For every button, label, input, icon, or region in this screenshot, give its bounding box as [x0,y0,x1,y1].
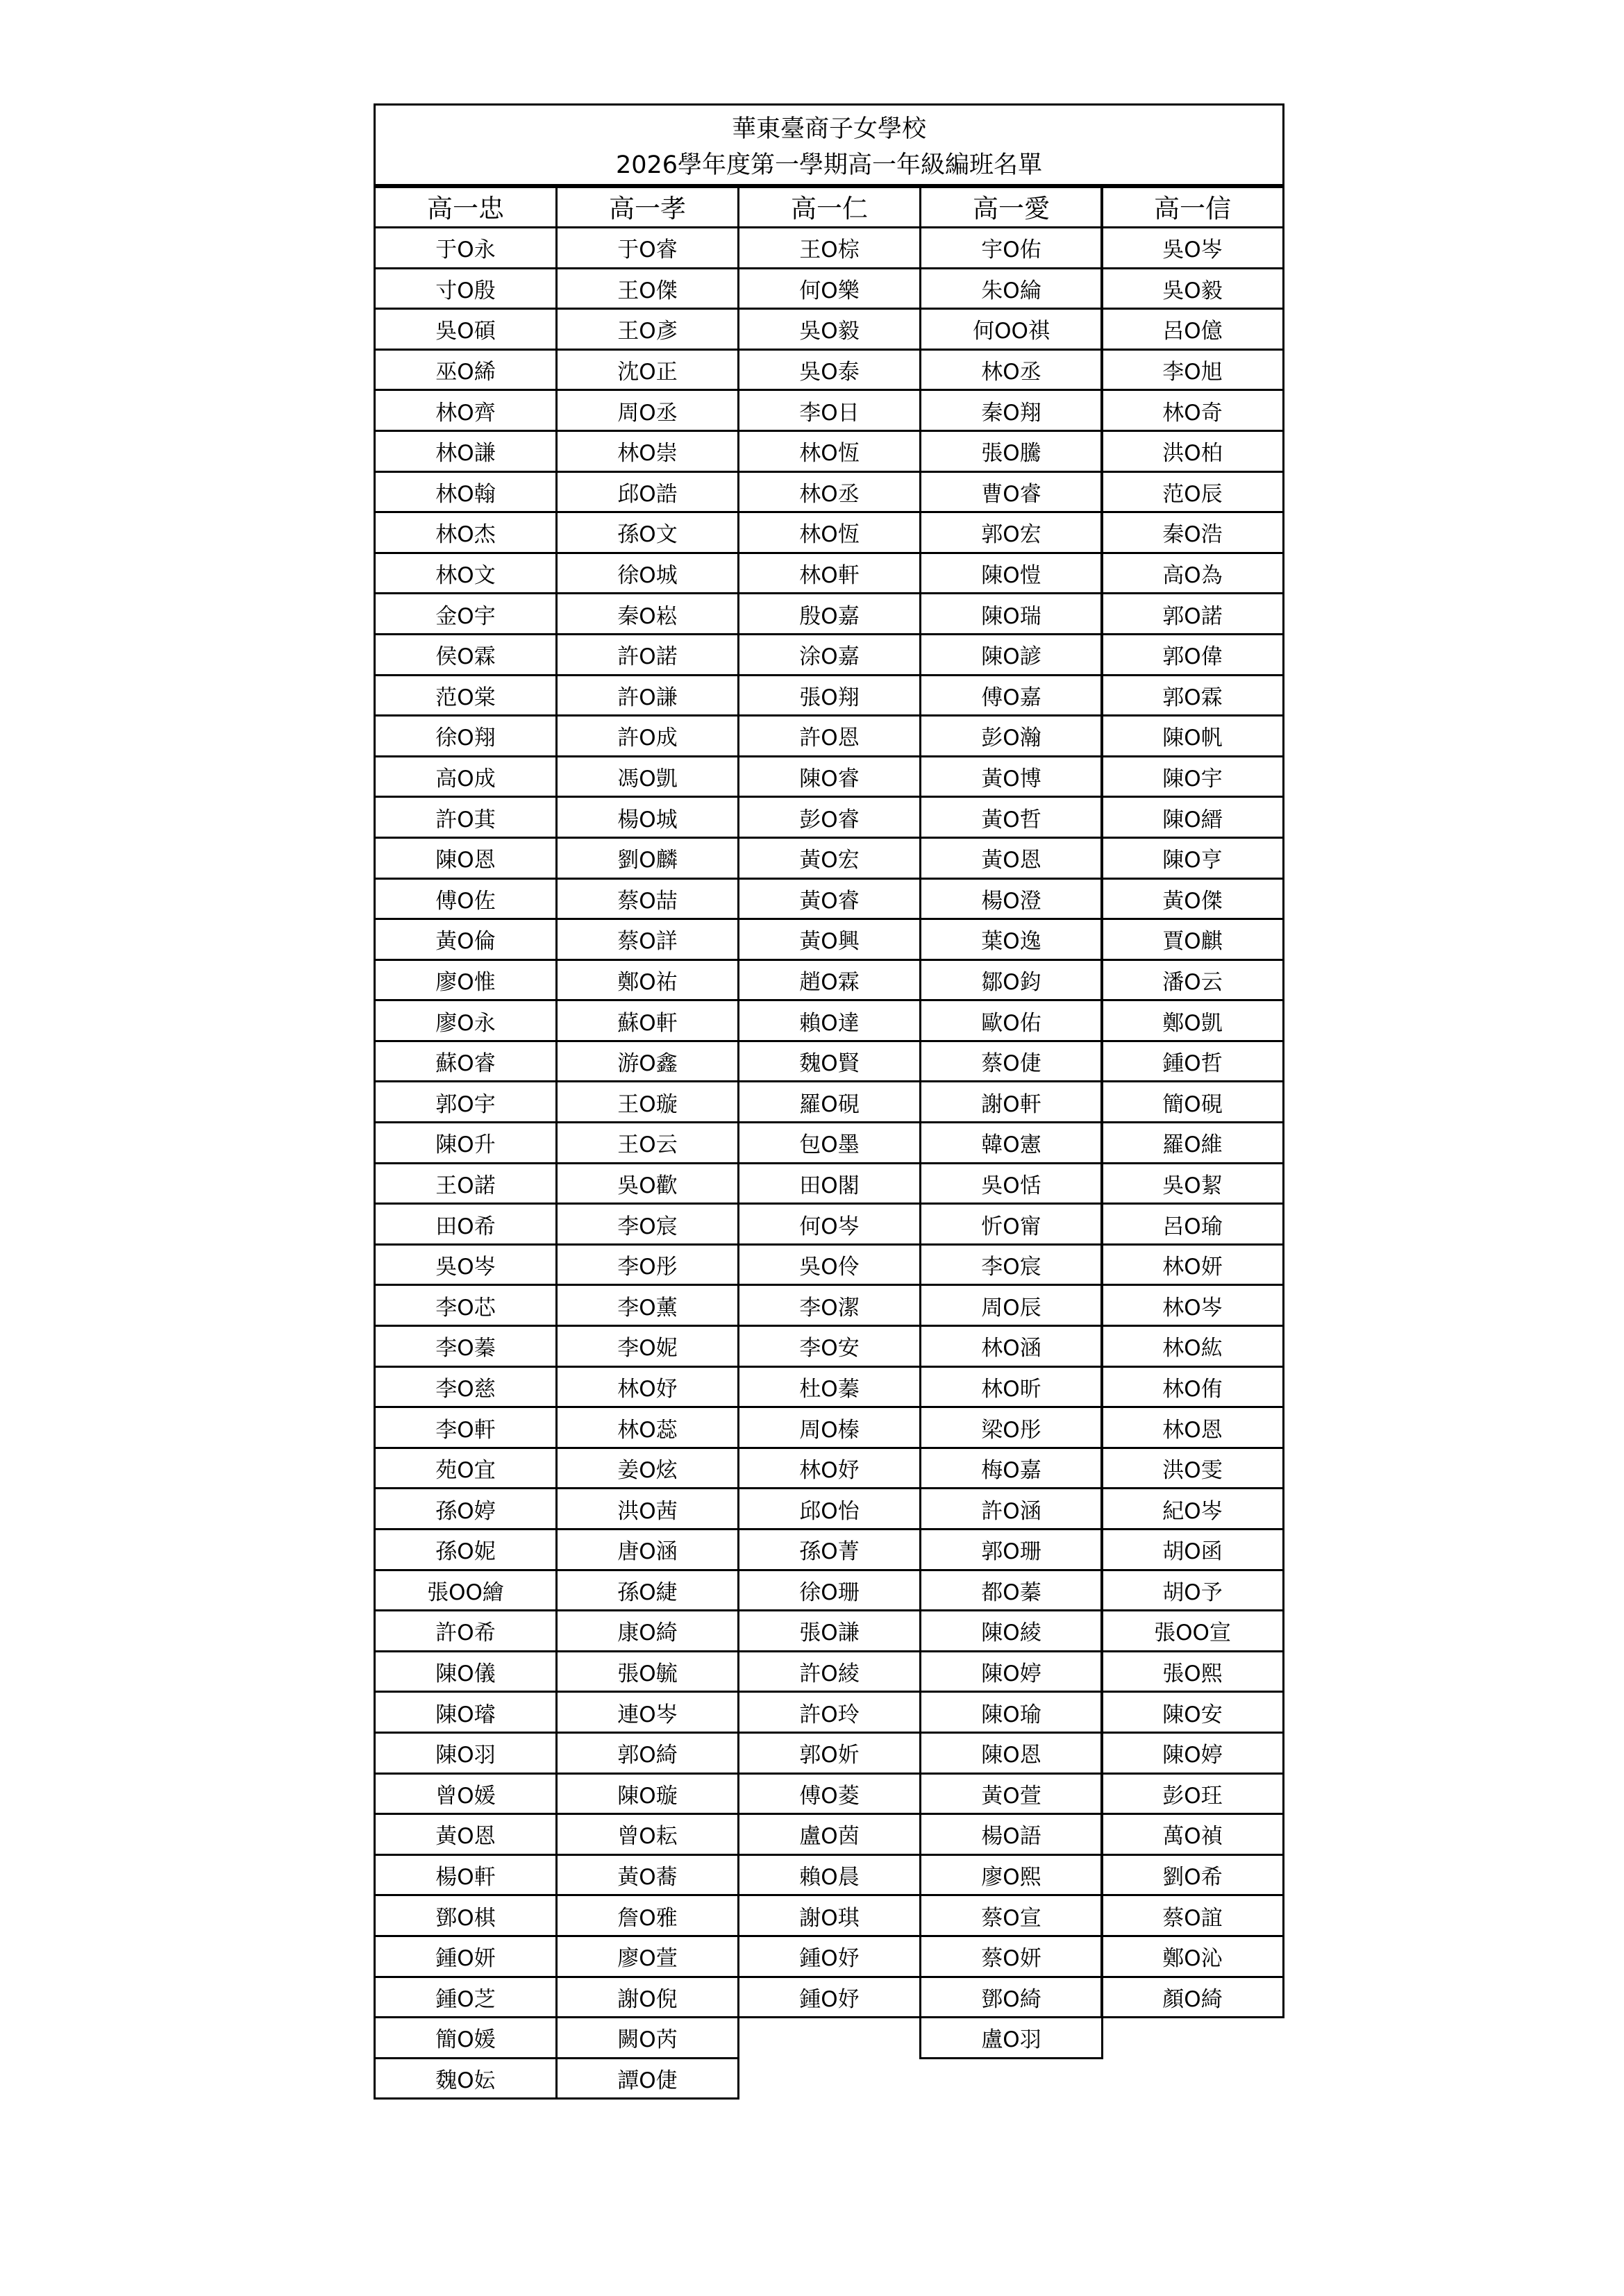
student-name-cell: 紀O岑 [1100,1487,1284,1530]
student-name-cell: 姜O炫 [555,1447,739,1490]
student-name-cell: 吳O恬 [919,1162,1103,1205]
student-name-cell: 洪O茜 [555,1487,739,1530]
student-name-cell: 胡O予 [1100,1569,1284,1612]
student-name-cell: 郭O綺 [555,1732,739,1775]
class-header: 高一信 [1100,184,1284,228]
student-name-cell: 林O翰 [374,471,558,514]
student-name-cell: 譚O倢 [555,2057,739,2100]
student-name-cell: 吳O碩 [374,308,558,351]
student-name-cell: 林O恩 [1100,1406,1284,1449]
class-header: 高一孝 [555,184,739,228]
student-name-cell: 郭O宏 [919,511,1103,554]
student-name-cell: 謝O軒 [919,1080,1103,1123]
student-name-cell: 宇O佑 [919,226,1103,269]
student-name-cell: 陳O儀 [374,1650,558,1693]
student-name-cell: 孫O文 [555,511,739,554]
student-name-cell: 呂O億 [1100,308,1284,351]
student-name-cell: 寸O殷 [374,267,558,310]
student-name-cell: 陳O睿 [737,755,921,798]
student-name-cell: 陳O宇 [1100,755,1284,798]
student-name-cell: 蔡O誼 [1100,1894,1284,1937]
student-name-cell: 黃O博 [919,755,1103,798]
student-name-cell: 許O綾 [737,1650,921,1693]
student-name-cell: 林O恆 [737,430,921,473]
student-name-cell: 包O墨 [737,1121,921,1164]
student-name-cell: 邱O誥 [555,471,739,514]
student-name-cell: 黃O興 [737,918,921,961]
student-name-cell: 林O昕 [919,1366,1103,1409]
student-name-cell: 韓O憲 [919,1121,1103,1164]
student-name-cell: 鍾O哲 [1100,1040,1284,1083]
student-name-cell: 楊O語 [919,1813,1103,1856]
student-name-cell: 田O閣 [737,1162,921,1205]
student-name-cell: 沈O正 [555,349,739,392]
student-name-cell: 林O妤 [555,1366,739,1409]
class-column [1100,186,1284,2018]
student-name-cell: 吳O岑 [1100,226,1284,269]
student-name-cell: 廖O永 [374,999,558,1042]
student-name-cell: 吳O毅 [737,308,921,351]
student-name-cell: 涂O嘉 [737,633,921,676]
student-name-cell: 李O蓁 [374,1325,558,1368]
student-name-cell: 林O文 [374,552,558,595]
student-name-cell: 陳O升 [374,1121,558,1164]
student-name-cell: 邱O怡 [737,1487,921,1530]
student-name-cell: 許O成 [555,714,739,757]
student-name-cell: 何O岑 [737,1203,921,1246]
class-column [374,186,558,2100]
student-name-cell: 歐O佑 [919,999,1103,1042]
student-name-cell: 楊O澄 [919,878,1103,921]
student-name-cell: 胡O函 [1100,1528,1284,1571]
student-name-cell: 朱O綸 [919,267,1103,310]
student-name-cell: 呂O瑜 [1100,1203,1284,1246]
student-name-cell: 黃O倫 [374,918,558,961]
student-name-cell: 秦O崧 [555,592,739,635]
student-name-cell: 康O綺 [555,1609,739,1652]
student-name-cell: 王O璇 [555,1080,739,1123]
student-name-cell: 楊O城 [555,796,739,839]
student-name-cell: 黃O恩 [374,1813,558,1856]
student-name-cell: 郭O珊 [919,1528,1103,1571]
student-name-cell: 鄒O鈞 [919,959,1103,1002]
student-name-cell: 羅O硯 [737,1080,921,1123]
student-name-cell: 陳O恩 [919,1732,1103,1775]
student-name-cell: 張O熙 [1100,1650,1284,1693]
student-name-cell: 田O希 [374,1203,558,1246]
student-name-cell: 王O彥 [555,308,739,351]
class-header: 高一愛 [919,184,1103,228]
student-name-cell: 潘O云 [1100,959,1284,1002]
student-name-cell: 吳O泰 [737,349,921,392]
student-name-cell: 黃O宏 [737,837,921,880]
student-name-cell: 吳O歡 [555,1162,739,1205]
student-name-cell: 林O齊 [374,389,558,432]
student-name-cell: 羅O維 [1100,1121,1284,1164]
student-name-cell: 范O辰 [1100,471,1284,514]
student-name-cell: 李O宸 [919,1243,1103,1287]
student-name-cell: 周O辰 [919,1284,1103,1327]
student-name-cell: 都O蓁 [919,1569,1103,1612]
student-name-cell: 梁O彤 [919,1406,1103,1449]
student-name-cell: 廖O熙 [919,1854,1103,1897]
student-name-cell: 林O蕊 [555,1406,739,1449]
student-name-cell: 王O諾 [374,1162,558,1205]
student-name-cell: 傅O嘉 [919,674,1103,717]
student-name-cell: 謝O倪 [555,1976,739,2019]
student-name-cell: 林O岑 [1100,1284,1284,1327]
student-name-cell: 許O萁 [374,796,558,839]
roster-subtitle: 2026學年度第一學期高一年級編班名單 [615,151,1043,179]
student-name-cell: 忻O甯 [919,1203,1103,1246]
student-name-cell: 郭O霖 [1100,674,1284,717]
student-name-cell: 金O宇 [374,592,558,635]
student-name-cell: 許O恩 [737,714,921,757]
student-name-cell: 林O恆 [737,511,921,554]
student-name-cell: 許O涵 [919,1487,1103,1530]
student-name-cell: 蘇O睿 [374,1040,558,1083]
student-name-cell: 范O棠 [374,674,558,717]
student-name-cell: 林O軒 [737,552,921,595]
student-name-cell: 蔡O妍 [919,1935,1103,1978]
student-name-cell: 陳O瑞 [919,592,1103,635]
student-name-cell: 陳O愷 [919,552,1103,595]
student-name-cell: 曹O睿 [919,471,1103,514]
school-name: 華東臺商子女學校 [731,115,926,143]
student-name-cell: 鍾O妍 [374,1935,558,1978]
student-name-cell: 林O妍 [1100,1243,1284,1287]
student-name-cell: 郭O偉 [1100,633,1284,676]
class-column [555,186,739,2100]
student-name-cell: 李O安 [737,1325,921,1368]
student-name-cell: 張O毓 [555,1650,739,1693]
student-name-cell: 張O騰 [919,430,1103,473]
student-name-cell: 曾O耘 [555,1813,739,1856]
student-name-cell: 盧O羽 [919,2016,1103,2059]
student-name-cell: 鄭O祐 [555,959,739,1002]
student-name-cell: 盧O茵 [737,1813,921,1856]
student-name-cell: 林O丞 [919,349,1103,392]
student-name-cell: 林O侑 [1100,1366,1284,1409]
student-name-cell: 賴O達 [737,999,921,1042]
student-name-cell: 彭O玨 [1100,1773,1284,1816]
student-name-cell: 鍾O芝 [374,1976,558,2019]
student-name-cell: 傅O佐 [374,878,558,921]
student-name-cell: 杜O蓁 [737,1366,921,1409]
student-name-cell: 巫O絺 [374,349,558,392]
student-name-cell: 蔡O宣 [919,1894,1103,1937]
student-name-cell: 林O丞 [737,471,921,514]
student-name-cell: 林O妤 [737,1447,921,1490]
student-name-cell: 于O永 [374,226,558,269]
student-name-cell: 吳O伶 [737,1243,921,1287]
student-name-cell: 鍾O妤 [737,1976,921,2019]
student-name-cell: 陳O安 [1100,1691,1284,1734]
class-column [919,186,1103,2059]
student-name-cell: 林O杰 [374,511,558,554]
student-name-cell: 殷O嘉 [737,592,921,635]
class-header: 高一仁 [737,184,921,228]
student-name-cell: 簡O媛 [374,2016,558,2059]
student-name-cell: 苑O宜 [374,1447,558,1490]
student-name-cell: 謝O琪 [737,1894,921,1937]
student-name-cell: 黃O睿 [737,878,921,921]
student-name-cell: 孫O緁 [555,1569,739,1612]
student-name-cell: 陳O婷 [1100,1732,1284,1775]
student-name-cell: 孫O妮 [374,1528,558,1571]
student-name-cell: 詹O雅 [555,1894,739,1937]
student-name-cell: 鍾O妤 [737,1935,921,1978]
student-name-cell: 連O岑 [555,1691,739,1734]
student-name-cell: 魏O妘 [374,2057,558,2100]
student-name-cell: 王O棕 [737,226,921,269]
student-name-cell: 廖O惟 [374,959,558,1002]
student-name-cell: 彭O睿 [737,796,921,839]
student-name-cell: 彭O瀚 [919,714,1103,757]
student-name-cell: 陳O璇 [555,1773,739,1816]
student-name-cell: 陳O諺 [919,633,1103,676]
student-name-cell: 李O潔 [737,1284,921,1327]
student-name-cell: 簡O硯 [1100,1080,1284,1123]
student-name-cell: 郭O妡 [737,1732,921,1775]
student-name-cell: 黃O恩 [919,837,1103,880]
student-name-cell: 蔡O喆 [555,878,739,921]
student-name-cell: 李O彤 [555,1243,739,1287]
student-name-cell: 張O翔 [737,674,921,717]
student-name-cell: 陳O璿 [374,1691,558,1734]
student-name-cell: 洪O雯 [1100,1447,1284,1490]
student-name-cell: 王O云 [555,1121,739,1164]
student-name-cell: 陳O瑜 [919,1691,1103,1734]
student-name-cell: 陳O綾 [919,1609,1103,1652]
student-name-cell: 秦O浩 [1100,511,1284,554]
student-name-cell: 蔡O詳 [555,918,739,961]
student-name-cell: 蔡O倢 [919,1040,1103,1083]
student-name-cell: 許O玲 [737,1691,921,1734]
student-name-cell: 徐O城 [555,552,739,595]
student-name-cell: 周O丞 [555,389,739,432]
student-name-cell: 唐O涵 [555,1528,739,1571]
student-name-cell: 趙O霖 [737,959,921,1002]
student-name-cell: 高O為 [1100,552,1284,595]
student-name-cell: 陳O羽 [374,1732,558,1775]
student-name-cell: 闕O芮 [555,2016,739,2059]
student-name-cell: 賈O麒 [1100,918,1284,961]
student-name-cell: 何OO祺 [919,308,1103,351]
student-name-cell: 馮O凱 [555,755,739,798]
student-name-cell: 徐O珊 [737,1569,921,1612]
student-name-cell: 陳O縉 [1100,796,1284,839]
student-name-cell: 張O謙 [737,1609,921,1652]
student-name-cell: 孫O菁 [737,1528,921,1571]
student-name-cell: 孫O婷 [374,1487,558,1530]
student-name-cell: 李O宸 [555,1203,739,1246]
student-name-cell: 李O旭 [1100,349,1284,392]
student-name-cell: 萬O禎 [1100,1813,1284,1856]
student-name-cell: 林O崇 [555,430,739,473]
student-name-cell: 洪O柏 [1100,430,1284,473]
student-name-cell: 王O傑 [555,267,739,310]
student-name-cell: 周O榛 [737,1406,921,1449]
student-name-cell: 高O成 [374,755,558,798]
student-name-cell: 林O涵 [919,1325,1103,1368]
student-name-cell: 吳O絜 [1100,1162,1284,1205]
student-name-cell: 鄧O棋 [374,1894,558,1937]
student-name-cell: 曾O媛 [374,1773,558,1816]
student-name-cell: 鄧O綺 [919,1976,1103,2019]
student-name-cell: 李O薰 [555,1284,739,1327]
student-name-cell: 黃O萱 [919,1773,1103,1816]
class-header: 高一忠 [374,184,558,228]
student-name-cell: 陳O恩 [374,837,558,880]
student-name-cell: 蘇O軒 [555,999,739,1042]
student-name-cell: 葉O逸 [919,918,1103,961]
student-name-cell: 林O謙 [374,430,558,473]
student-name-cell: 許O謙 [555,674,739,717]
student-name-cell: 李O日 [737,389,921,432]
student-name-cell: 顏O綺 [1100,1976,1284,2019]
student-name-cell: 李O軒 [374,1406,558,1449]
student-name-cell: 鄭O凱 [1100,999,1284,1042]
student-name-cell: 廖O萱 [555,1935,739,1978]
student-name-cell: 郭O諾 [1100,592,1284,635]
student-name-cell: 張OO繪 [374,1569,558,1612]
student-name-cell: 劉O麟 [555,837,739,880]
student-name-cell: 秦O翔 [919,389,1103,432]
student-name-cell: 吳O毅 [1100,267,1284,310]
student-name-cell: 許O諾 [555,633,739,676]
student-name-cell: 游O鑫 [555,1040,739,1083]
class-column [737,186,921,2018]
student-name-cell: 黃O哲 [919,796,1103,839]
student-name-cell: 郭O宇 [374,1080,558,1123]
student-name-cell: 劉O希 [1100,1854,1284,1897]
student-name-cell: 陳O亨 [1100,837,1284,880]
student-name-cell: 李O芯 [374,1284,558,1327]
student-name-cell: 吳O岑 [374,1243,558,1287]
roster-title-box [374,103,1284,188]
student-name-cell: 陳O帆 [1100,714,1284,757]
student-name-cell: 楊O軒 [374,1854,558,1897]
student-name-cell: 傅O菱 [737,1773,921,1816]
student-name-cell: 李O慈 [374,1366,558,1409]
student-name-cell: 徐O翔 [374,714,558,757]
student-name-cell: 于O睿 [555,226,739,269]
student-name-cell: 張OO宣 [1100,1609,1284,1652]
student-name-cell: 何O樂 [737,267,921,310]
student-name-cell: 許O希 [374,1609,558,1652]
student-name-cell: 鄭O沁 [1100,1935,1284,1978]
student-name-cell: 陳O婷 [919,1650,1103,1693]
student-name-cell: 梅O嘉 [919,1447,1103,1490]
student-name-cell: 林O奇 [1100,389,1284,432]
student-name-cell: 賴O晨 [737,1854,921,1897]
student-name-cell: 黃O傑 [1100,878,1284,921]
student-name-cell: 林O紘 [1100,1325,1284,1368]
student-name-cell: 侯O霖 [374,633,558,676]
student-name-cell: 魏O賢 [737,1040,921,1083]
student-name-cell: 黃O蕎 [555,1854,739,1897]
student-name-cell: 李O妮 [555,1325,739,1368]
